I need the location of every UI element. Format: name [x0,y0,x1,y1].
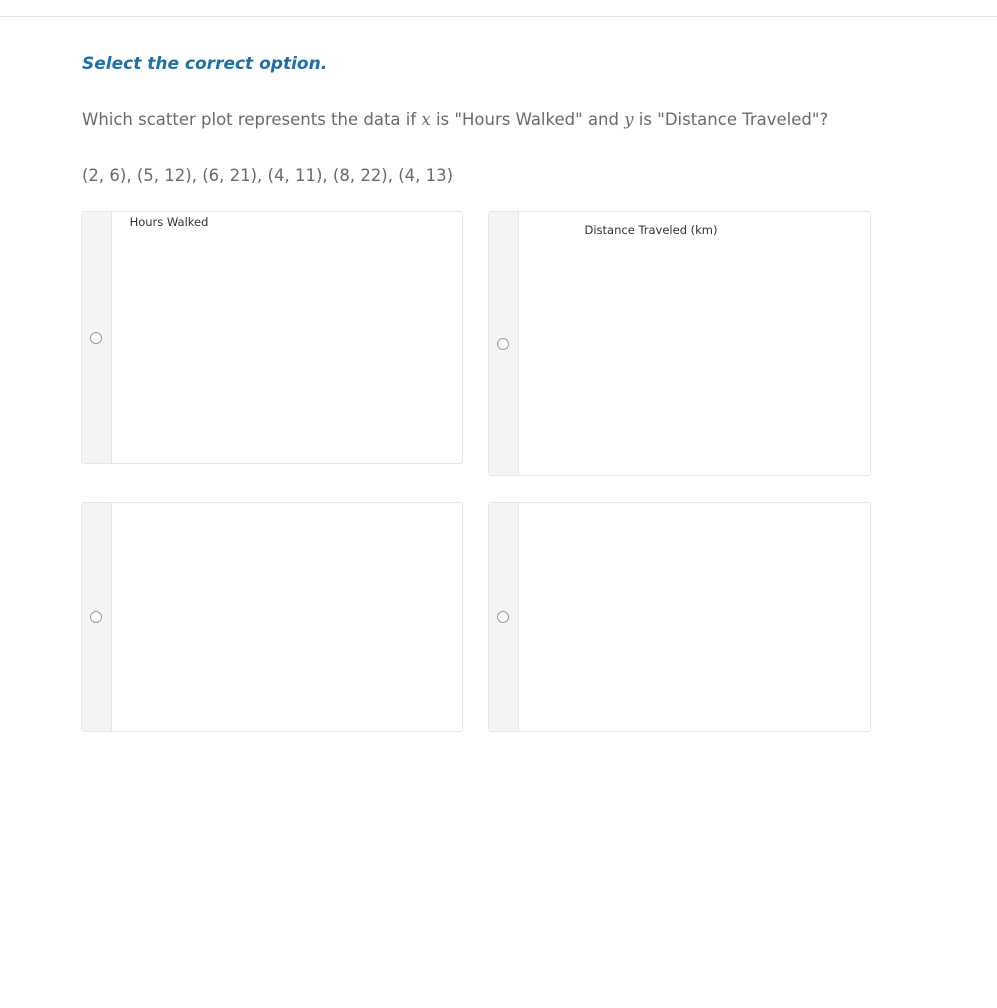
header-divider [0,16,997,17]
question-part: is "Hours Walked" and [430,110,625,129]
question-x-variable: x [421,110,431,129]
scatter-plot-d [489,503,870,731]
scatter-plot-b [489,212,870,475]
question-part: Which scatter plot represents the data if [82,110,422,129]
question-part: is "Distance Traveled"? [633,110,829,129]
question-y-variable: y [624,110,634,129]
question-text [82,110,828,129]
answer-option-a[interactable] [81,211,463,464]
x-axis-label: Hours Walked [129,215,209,229]
instruction-text: Select the correct option. [82,54,328,74]
answer-option-b[interactable] [488,211,871,476]
answer-option-d[interactable] [488,502,871,732]
scatter-plot-c [82,503,462,731]
answer-option-c[interactable] [81,502,463,732]
data-points-text: (2, 6), (5, 12), (6, 21), (4, 11), (8, 22), (4, 13) [82,166,454,185]
x-axis-label: Distance Traveled (km) [584,223,718,237]
scatter-plot-a [82,212,462,463]
